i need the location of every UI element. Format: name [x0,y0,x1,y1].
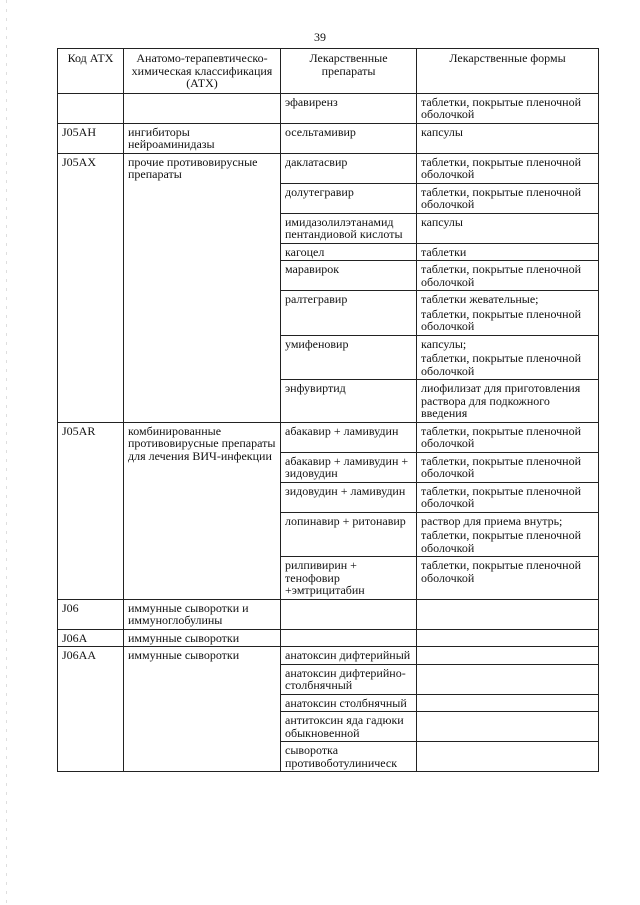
dosage-form-cell [417,452,599,482]
drug-name-cell: маравирок [281,261,417,291]
drug-name-cell: рилпивирин + тенофовир +эмтрицитабин [281,557,417,600]
atx-code-cell: J06AA [58,647,124,772]
table-row [58,153,599,183]
header-code: Код АТХ [58,49,124,94]
dosage-form-cell [417,629,599,647]
dosage-form-cell [417,599,599,629]
dosage-form-entry: лиофилизат для приготовления раствора для подкожного введения [421,381,581,420]
table-row [58,629,599,647]
dosage-form-entry: капсулы; [421,336,467,351]
drug-name-cell [281,599,417,629]
atx-code-cell: J06 [58,599,124,629]
drug-name-cell: ралтегравир [281,291,417,336]
drug-name-cell: долутегравир [281,183,417,213]
dosage-form-entry: таблетки, покрытые пленочной оболочкой [421,184,582,211]
dosage-form-entry: таблетки, покрытые пленочной оболочкой [421,453,582,480]
table-row [58,599,599,629]
dosage-form-cell [417,261,599,291]
drug-name-cell: даклатасвир [281,153,417,183]
atx-code-cell [58,93,124,123]
drug-name-cell: анатоксин столбнячный [281,694,417,712]
dosage-form-entry: таблетки жевательные; [421,292,539,306]
header-forms: Лекарственные формы [417,49,599,94]
dosage-form-entry: таблетки [421,244,467,259]
header-drugs: Лекарственные препараты [281,49,417,94]
dosage-form-cell [417,183,599,213]
drug-name-cell: анатоксин дифтерийный [281,647,417,665]
drug-name-cell: антитоксин яда гадюки обыкновенной [281,712,417,742]
drug-name-cell [281,629,417,647]
dosage-form-cell [417,712,599,742]
drug-name-cell: лопинавир + ритонавир [281,512,417,557]
table-row [58,422,599,452]
drug-name-cell: анатоксин дифтерийно-столбнячный [281,664,417,694]
drug-name-cell: энфувиртид [281,380,417,423]
dosage-form-entry: таблетки, покрытые пленочной оболочкой [421,154,582,181]
atx-code-cell: J06A [58,629,124,647]
atx-classification-cell: комбинированные противовирусные препараты для лечения ВИЧ-инфекции [124,422,281,599]
drug-name-cell: эфавиренз [281,93,417,123]
table-row [58,93,599,123]
atx-drug-table [57,48,599,772]
dosage-form-entry: таблетки, покрытые пленочной оболочкой [421,423,582,450]
table-row [58,123,599,153]
drug-name-cell: имидазолилэтанамид пентандиовой кислоты [281,213,417,243]
atx-classification-cell: ингибиторы нейроаминидазы [124,123,281,153]
dosage-form-cell [417,694,599,712]
atx-code-cell: J05AH [58,123,124,153]
table-body [58,93,599,772]
table-header [58,49,599,94]
drug-name-cell: абакавир + ламивудин + зидовудин [281,452,417,482]
dosage-form-cell [417,153,599,183]
scan-edge-artifact [6,0,8,905]
dosage-form-cell [417,380,599,423]
dosage-form-entry: таблетки, покрытые пленочной оболочкой [421,351,582,378]
dosage-form-entry: таблетки, покрытые пленочной оболочкой [421,528,582,555]
atx-classification-cell: прочие противовирусные препараты [124,153,281,422]
dosage-form-entry: таблетки, покрытые пленочной оболочкой [421,306,582,333]
drug-name-cell: умифеновир [281,335,417,380]
dosage-form-entry: таблетки, покрытые пленочной оболочкой [421,483,582,510]
dosage-form-cell [417,647,599,665]
atx-classification-cell [124,93,281,123]
drug-name-cell: кагоцел [281,243,417,261]
atx-classification-cell: иммунные сыворотки и иммуноглобулины [124,599,281,629]
dosage-form-cell [417,243,599,261]
dosage-form-cell [417,291,599,336]
dosage-form-entry: капсулы [421,124,463,139]
atx-classification-cell: иммунные сыворотки [124,647,281,772]
dosage-form-entry: капсулы [421,214,463,229]
page-number: 39 [314,30,326,44]
dosage-form-cell [417,335,599,380]
atx-classification-cell: иммунные сыворотки [124,629,281,647]
drug-name-cell: осельтамивир [281,123,417,153]
dosage-form-cell [417,213,599,243]
dosage-form-cell [417,742,599,772]
drug-name-cell: сыворотка противоботулиническ [281,742,417,772]
table-row [58,647,599,665]
dosage-form-cell [417,512,599,557]
dosage-form-cell [417,664,599,694]
dosage-form-entry: таблетки, покрытые пленочной оболочкой [421,262,582,289]
dosage-form-cell [417,422,599,452]
dosage-form-cell [417,93,599,123]
atx-code-cell: J05AR [58,422,124,599]
dosage-form-cell [417,123,599,153]
dosage-form-cell [417,482,599,512]
dosage-form-entry: раствор для приема внутрь; [421,513,563,528]
dosage-form-cell [417,557,599,600]
header-classification: Анатомо-терапевтическо-химическая классификация (АТХ) [124,49,281,94]
atx-code-cell: J05AX [58,153,124,422]
dosage-form-entry: таблетки, покрытые пленочной оболочкой [421,94,582,121]
dosage-form-entry: таблетки, покрытые пленочной оболочкой [421,558,582,585]
drug-name-cell: абакавир + ламивудин [281,422,417,452]
header-row [58,49,599,94]
drug-name-cell: зидовудин + ламивудин [281,482,417,512]
